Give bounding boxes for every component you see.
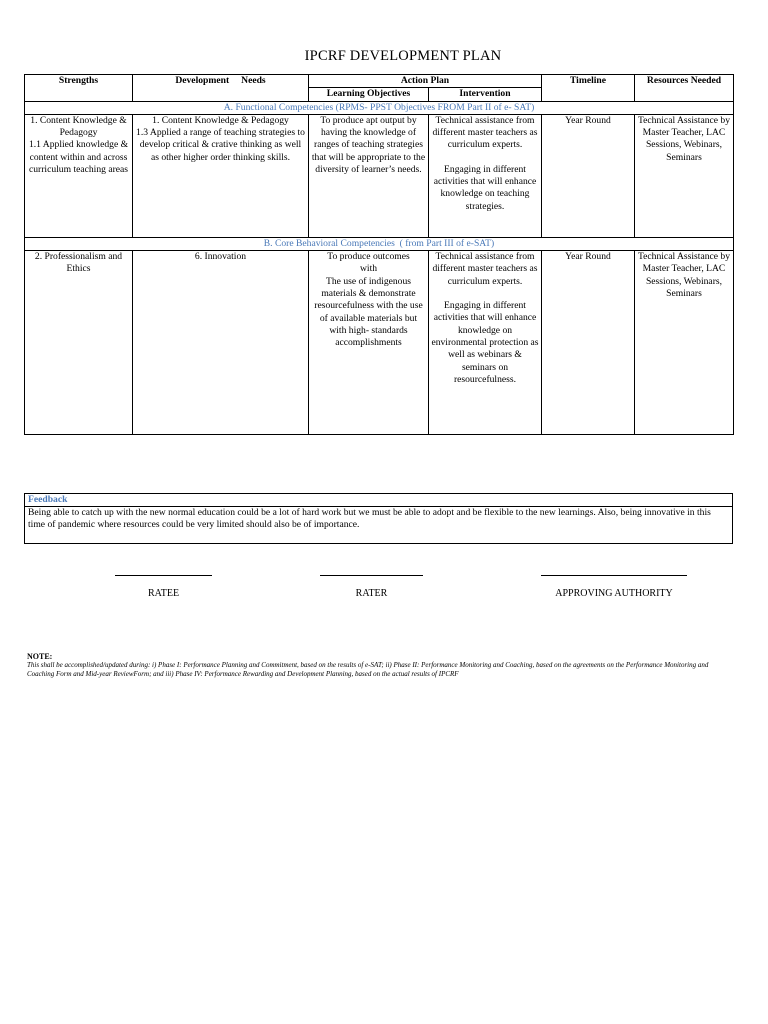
- section-b-objective-1: To produce outcomes with: [327, 251, 410, 275]
- signature-rater: [320, 575, 423, 599]
- note-label: NOTE:: [27, 652, 53, 661]
- section-a-need-2: 1.3 Applied a range of teaching strategies to develop critical & crative thinking as well as other higher order thinking skills.: [136, 127, 305, 163]
- header-development-needs: Development Needs: [133, 75, 309, 102]
- section-b-intervention-2: Engaging in different activities that will enhance knowledge on environmental protection as well as webinars & seminars on resourcefulness.: [431, 300, 539, 385]
- feedback-box: [24, 493, 733, 544]
- section-a-intervention-2: Engaging in different activities that will enhance knowledge on teaching strategies.: [433, 163, 537, 212]
- signature-line: [115, 575, 212, 588]
- signature-line: [541, 575, 687, 588]
- table-row: [25, 251, 734, 435]
- section-b-learning-objectives: [309, 251, 429, 435]
- signature-ratee: [115, 575, 212, 599]
- signature-line: [320, 575, 423, 588]
- section-a-development-needs: [133, 114, 309, 237]
- signature-ratee-label: RATEE: [147, 588, 180, 599]
- header-timeline: Timeline: [542, 75, 635, 102]
- section-a-timeline: Year Round: [542, 114, 635, 237]
- section-a-resources: Technical Assistance by Master Teacher, LAC Sessions, Webinars, Seminars: [635, 114, 734, 237]
- section-a-learning-objectives: To produce apt output by having the knowledge of ranges of teaching strategies that will be appropriate to the diversity of learner’s needs.: [309, 114, 429, 237]
- signature-approving-authority: [541, 575, 687, 599]
- section-a-strengths: [25, 114, 133, 237]
- section-a-strength-1: 1. Content Knowledge & Pedagogy: [30, 114, 127, 139]
- section-a-label: A. Functional Competencies (RPMS- PPST Objectives FROM Part II of e- SAT): [25, 101, 734, 114]
- section-b-objective-2: The use of indigenous materials & demonstrate resourcefulness with the use of available materials but with high- standards accomplishments: [314, 275, 423, 349]
- section-b-timeline: Year Round: [542, 251, 635, 435]
- table-row: [25, 114, 734, 237]
- signature-approving-authority-label: APPROVING AUTHORITY: [555, 588, 673, 599]
- feedback-text: Being able to catch up with the new normal education could be a lot of hard work but we must be able to adopt and be flexible to the new learnings. Also, being innovative in this time of pandemic where resources could be very limited should also be of importance.: [28, 507, 711, 531]
- header-learning-objectives: Learning Objectives: [309, 88, 429, 101]
- section-a-strength-2: 1.1 Applied knowledge & content within and across curriculum teaching areas: [28, 139, 129, 176]
- document-title: IPCRF DEVELOPMENT PLAN: [304, 48, 502, 64]
- note-text: This shall be accomplished/updated during: i) Phase I: Performance Planning and Commitment, based on the results of e-SAT; ii) Phase II: Performance Monitoring and Coaching, based on the agreements on the Performance Monitoring and Coaching Form and Mid-year ReviewForm; and iii) Phase IV: Performance Rewarding and Development Planning, based on the actual results of IPCRF: [27, 661, 709, 678]
- feedback-label: Feedback: [25, 494, 732, 507]
- section-b-resources: Technical Assistance by Master Teacher, LAC Sessions, Webinars, Seminars: [635, 251, 734, 435]
- section-b-intervention-1: Technical assistance from different master teachers as curriculum experts.: [432, 251, 538, 287]
- header-intervention: Intervention: [429, 88, 542, 101]
- header-resources-needed: Resources Needed: [635, 75, 734, 102]
- section-a-need-1: 1. Content Knowledge & Pedagogy: [152, 114, 289, 126]
- section-a-intervention-1: Technical assistance from different master teachers as curriculum experts.: [432, 114, 538, 151]
- section-a-intervention: [429, 114, 542, 237]
- signature-rater-label: RATER: [355, 588, 388, 599]
- section-b-label: B. Core Behavioral Competencies ( from Part III of e-SAT): [25, 237, 734, 250]
- section-b-strengths: 2. Professionalism and Ethics: [25, 251, 133, 435]
- section-b-development-needs: 6. Innovation: [133, 251, 309, 435]
- section-b-intervention: [429, 251, 542, 435]
- development-plan-table: [24, 74, 734, 435]
- header-strengths: Strengths: [25, 75, 133, 102]
- header-action-plan: Action Plan: [309, 75, 542, 88]
- note-block: [27, 652, 733, 679]
